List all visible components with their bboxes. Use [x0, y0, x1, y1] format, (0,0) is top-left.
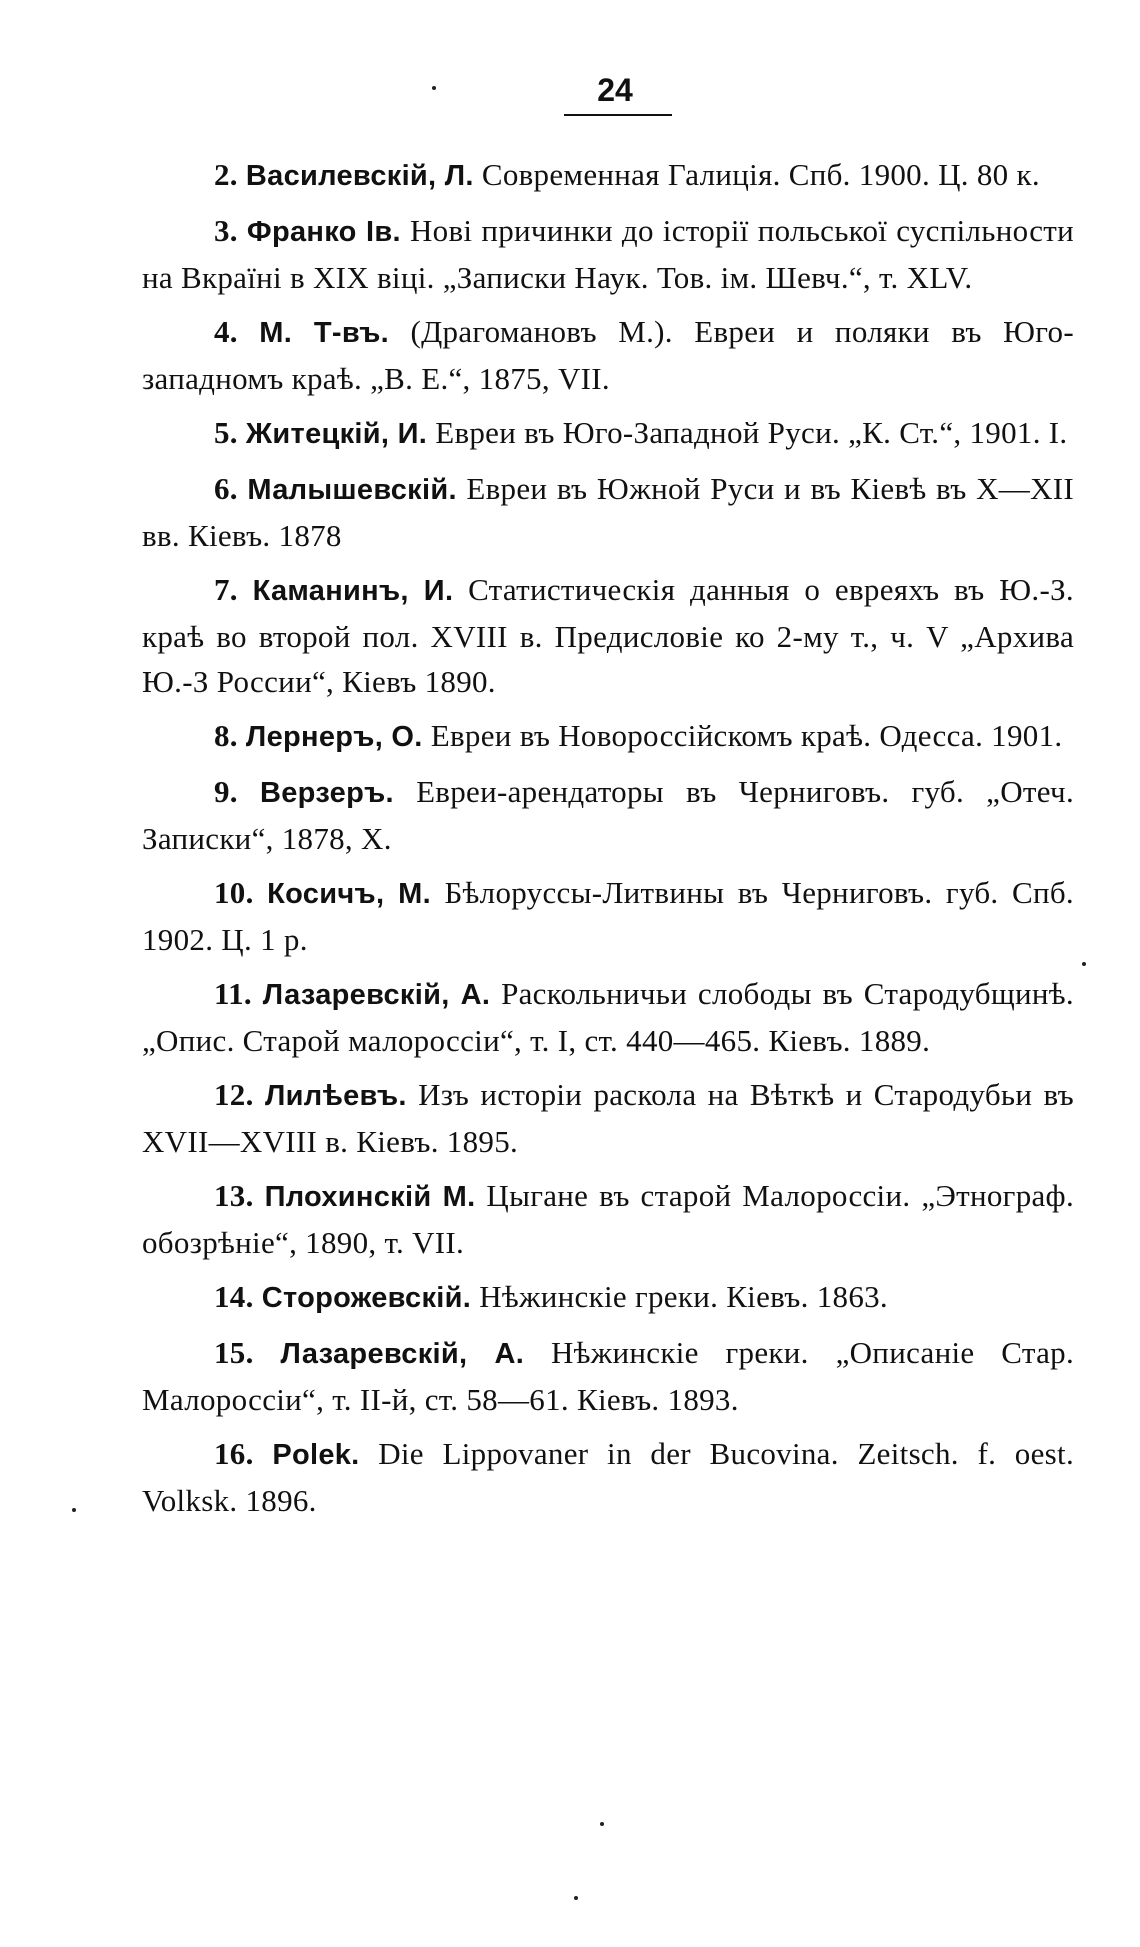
bibliography-entry [142, 1274, 1074, 1321]
entry-number: 3. [214, 213, 238, 248]
bibliography-entry [142, 567, 1074, 704]
scan-speck [432, 86, 436, 90]
entry-title: Евреи въ Юго-Западной Руси. „К. Ст.“, 1901. I. [435, 415, 1068, 450]
bibliography-entry [142, 870, 1074, 962]
entry-title: Изъ исторіи раскола на Вѣткѣ и Стародубьи въ XVII—XVIII в. Кіевъ. 1895. [142, 1077, 1074, 1159]
entry-author: Житецкій, И. [245, 418, 428, 450]
entry-number: 16. [214, 1436, 254, 1471]
bibliography-list [142, 152, 1074, 1532]
page-number: 24 [597, 72, 633, 108]
entry-number: 9. [214, 774, 238, 809]
entry-number: 4. [214, 314, 238, 349]
entry-number: 2. [214, 157, 238, 192]
entry-title: Статистическія данныя о евреяхъ въ Ю.-З. краѣ во второй пол. XVIII в. Предисловіе ко 2-му т., ч. V „Архива Ю.-З России“, Кіевъ 1890. [142, 572, 1074, 699]
entry-title: Цыгане въ старой Малороссіи. „Этнограф. обозрѣніе“, 1890, т. VII. [142, 1178, 1074, 1260]
page-number-underline [564, 114, 672, 116]
entry-author: Polek. [272, 1439, 360, 1471]
entry-title: Нѣжинскіе греки. „Описаніе Стар. Малороссіи“, т. II-й, ст. 58—61. Кіевъ. 1893. [142, 1335, 1074, 1417]
entry-number: 14. [214, 1279, 254, 1314]
entry-number: 11. [214, 976, 252, 1011]
entry-author: Малышевскій. [247, 474, 457, 506]
entry-author: Косичъ, М. [267, 878, 431, 910]
bibliography-entry [142, 1072, 1074, 1164]
bibliography-entry [142, 1431, 1074, 1523]
entry-author: Плохинскій М. [264, 1181, 476, 1213]
entry-author: Каманинъ, И. [252, 575, 454, 607]
bibliography-entry [142, 713, 1074, 760]
entry-title: Нѣжинскіе греки. Кіевъ. 1863. [479, 1279, 888, 1314]
bibliography-entry [142, 1330, 1074, 1422]
entry-number: 10. [214, 875, 254, 910]
bibliography-entry [142, 410, 1074, 457]
bibliography-entry [142, 309, 1074, 401]
entry-author: Лазаревскій, А. [280, 1338, 525, 1370]
entry-author: Верзеръ. [260, 777, 394, 809]
bibliography-entry [142, 1173, 1074, 1265]
bibliography-entry [142, 769, 1074, 861]
entry-author: Франко Ів. [246, 216, 401, 248]
scan-speck [574, 1896, 578, 1900]
entry-number: 6. [214, 471, 238, 506]
bibliography-entry [142, 208, 1074, 300]
entry-title: (Драгомановъ М.). Евреи и поляки въ Юго-западномъ краѣ. „В. Е.“, 1875, VII. [142, 314, 1074, 396]
entry-author: Василевскій, Л. [245, 160, 474, 192]
entry-number: 7. [214, 572, 238, 607]
entry-title: Евреи-арендаторы въ Черниговъ. губ. „Отеч. Записки“, 1878, X. [142, 774, 1074, 856]
entry-number: 13. [214, 1178, 254, 1213]
entry-title: Die Lippovaner in der Bucovina. Zeitsch. f. oest. Volksk. 1896. [142, 1436, 1074, 1518]
entry-author: Лилѣевъ. [264, 1080, 407, 1112]
scan-speck [72, 1508, 76, 1512]
bibliography-entry [142, 152, 1074, 199]
scan-speck [1082, 962, 1086, 966]
entry-title: Евреи въ Южной Руси и въ Кіевѣ въ X—XII вв. Кіевъ. 1878 [142, 471, 1075, 553]
entry-title: Евреи въ Новороссійскомъ краѣ. Одесса. 1901. [430, 718, 1063, 753]
entry-title: Раскольничьи слободы въ Стародубщинѣ. „Опис. Старой малороссіи“, т. I, ст. 440—465. Кіевъ. 1889. [142, 976, 1074, 1058]
entry-author: М. Т-въ. [259, 317, 390, 349]
scan-speck [600, 1822, 604, 1826]
entry-number: 12. [214, 1077, 254, 1112]
bibliography-entry [142, 466, 1074, 558]
entry-author: Лазаревскій, А. [262, 979, 491, 1011]
entry-title: Нові причинки до історії польської суспільности на Вкраїні в XIX віці. „Записки Наук. Тов. ім. Шевч.“, т. XLV. [142, 213, 1075, 295]
entry-author: Лернеръ, О. [245, 721, 423, 753]
entry-number: 5. [214, 415, 238, 450]
entry-number: 15. [214, 1335, 254, 1370]
bibliography-entry [142, 971, 1074, 1063]
entry-title: Современная Галиція. Спб. 1900. Ц. 80 к. [481, 157, 1040, 192]
entry-number: 8. [214, 718, 238, 753]
entry-title: Бѣлоруссы-Литвины въ Черниговъ. губ. Спб. 1902. Ц. 1 р. [142, 875, 1074, 957]
entry-author: Сторожевскій. [261, 1282, 472, 1314]
